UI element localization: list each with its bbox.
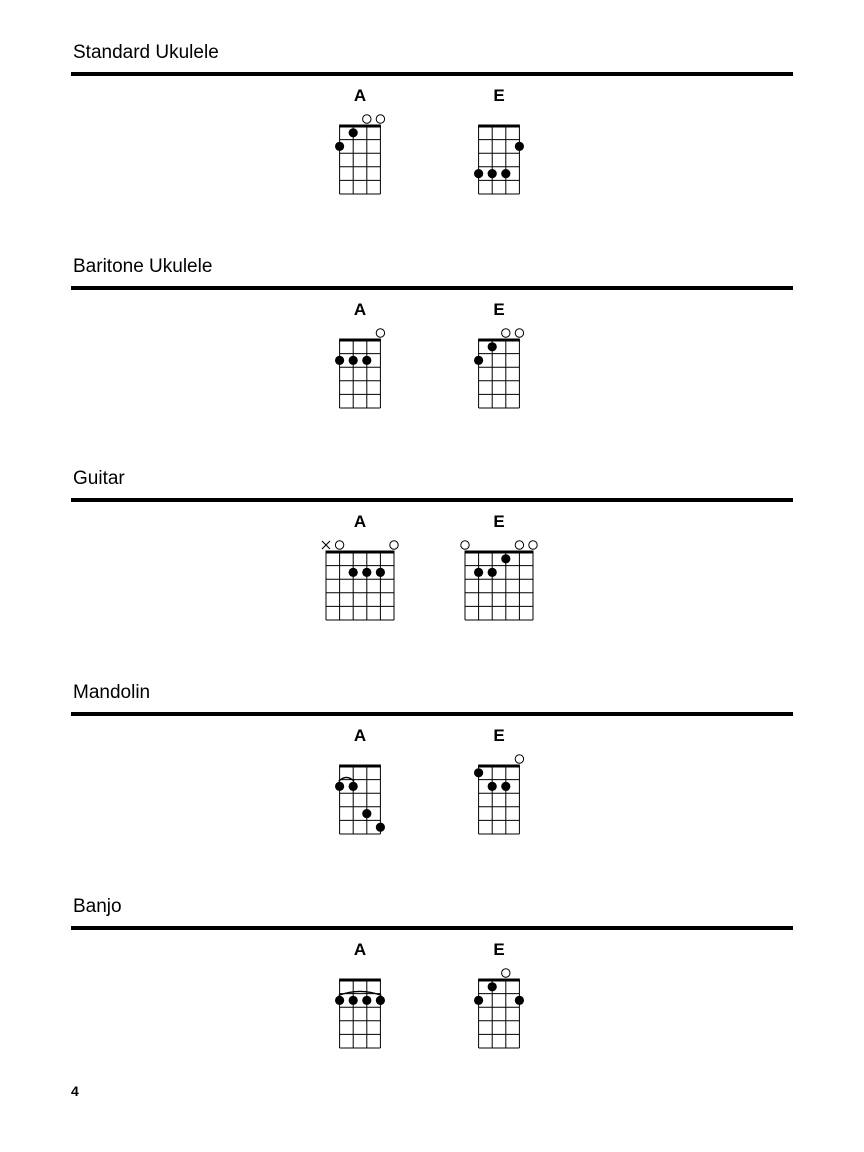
chord-grid	[459, 320, 539, 430]
chord-name: E	[493, 940, 505, 959]
finger-dot	[474, 568, 483, 577]
nut	[465, 551, 534, 554]
chord-name: A	[353, 726, 367, 745]
finger-dot	[488, 342, 497, 351]
chord-grid	[320, 532, 400, 642]
finger-dot	[474, 996, 483, 1005]
nut	[339, 765, 381, 768]
chord-diagram	[459, 726, 539, 856]
section-title: Standard Ukulele	[73, 42, 219, 63]
chord-name: A	[353, 940, 367, 959]
finger-dot	[474, 356, 483, 365]
chord-grid	[459, 960, 539, 1070]
chord-grid	[459, 106, 539, 216]
finger-dot	[335, 996, 344, 1005]
chord-diagram	[320, 86, 400, 216]
nut	[478, 765, 520, 768]
section-divider	[71, 712, 793, 716]
finger-dot	[362, 809, 371, 818]
chord-grid	[320, 320, 400, 430]
nut	[339, 339, 381, 342]
finger-dot	[376, 823, 385, 832]
chord-diagram	[320, 512, 400, 642]
open-string-icon	[363, 115, 371, 123]
chord-diagram	[320, 300, 400, 430]
finger-dot	[376, 996, 385, 1005]
finger-dot	[376, 568, 385, 577]
chord-name: E	[493, 300, 505, 319]
chord-grid	[459, 532, 539, 642]
section-title: Banjo	[73, 896, 122, 917]
muted-string-icon	[322, 541, 330, 549]
section-divider	[71, 72, 793, 76]
open-string-icon	[529, 541, 537, 549]
section-divider	[71, 498, 793, 502]
finger-dot	[349, 782, 358, 791]
finger-dot	[488, 568, 497, 577]
open-string-icon	[461, 541, 469, 549]
finger-dot	[515, 142, 524, 151]
open-string-icon	[376, 329, 384, 337]
nut	[339, 979, 381, 982]
finger-dot	[488, 782, 497, 791]
chord-diagram	[320, 726, 400, 856]
open-string-icon	[502, 329, 510, 337]
finger-dot	[349, 996, 358, 1005]
finger-dot	[362, 996, 371, 1005]
finger-dot	[335, 782, 344, 791]
finger-dot	[474, 169, 483, 178]
chord-name: A	[353, 300, 367, 319]
chord-grid	[459, 746, 539, 856]
finger-dot	[335, 356, 344, 365]
finger-dot	[362, 356, 371, 365]
nut	[478, 979, 520, 982]
nut	[339, 125, 381, 128]
finger-dot	[501, 782, 510, 791]
finger-dot	[335, 142, 344, 151]
chord-grid	[320, 106, 400, 216]
section-title: Guitar	[73, 468, 125, 489]
finger-dot	[488, 169, 497, 178]
open-string-icon	[515, 541, 523, 549]
chord-diagram	[320, 940, 400, 1070]
chord-name: A	[353, 86, 367, 105]
open-string-icon	[502, 969, 510, 977]
chord-name: A	[353, 512, 367, 531]
nut	[478, 339, 520, 342]
chord-diagram	[459, 940, 539, 1070]
finger-dot	[349, 568, 358, 577]
section-title: Mandolin	[73, 682, 151, 703]
chord-grid	[320, 746, 400, 856]
open-string-icon	[515, 329, 523, 337]
finger-dot	[488, 982, 497, 991]
finger-dot	[474, 768, 483, 777]
chord-diagram	[459, 86, 539, 216]
chord-diagram	[459, 300, 539, 430]
open-string-icon	[376, 115, 384, 123]
chord-diagram	[459, 512, 539, 642]
finger-dot	[501, 169, 510, 178]
page-number: 4	[71, 1083, 79, 1099]
finger-dot	[349, 356, 358, 365]
section-divider	[71, 926, 793, 930]
nut	[478, 125, 520, 128]
chord-name: E	[493, 726, 505, 745]
finger-dot	[501, 554, 510, 563]
open-string-icon	[390, 541, 398, 549]
section-divider	[71, 286, 793, 290]
finger-dot	[349, 128, 358, 137]
open-string-icon	[515, 755, 523, 763]
chord-grid	[320, 960, 400, 1070]
nut	[326, 551, 395, 554]
chord-name: E	[493, 86, 505, 105]
section-title: Baritone Ukulele	[73, 256, 213, 277]
finger-dot	[362, 568, 371, 577]
finger-dot	[515, 996, 524, 1005]
open-string-icon	[335, 541, 343, 549]
chord-name: E	[493, 512, 505, 531]
